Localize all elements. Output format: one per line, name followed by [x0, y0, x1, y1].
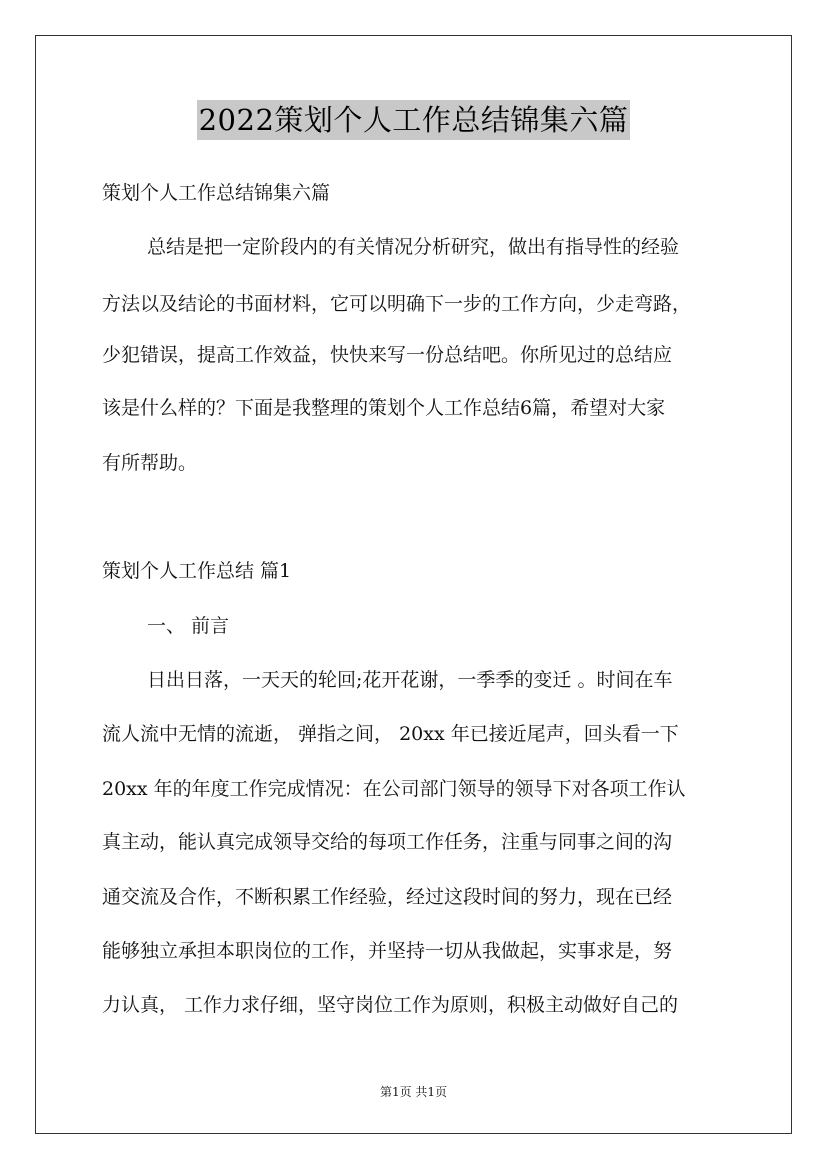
intro-line-3: 少犯错误，提高工作效益，快快来写一份总结吧。你所见过的总结应 — [102, 344, 673, 366]
body-line-2: 流人流中无情的流逝， 弹指之间， 20xx 年已接近尾声，回头看一下 — [102, 723, 679, 745]
body-line-7: 力认真， 工作力求仔细，坚守岗位工作为原则，积极主动做好自己的 — [102, 994, 679, 1016]
document-title: 2022策划个人工作总结锦集六篇 — [197, 100, 631, 140]
body-line-4: 真主动，能认真完成领导交给的每项工作任务，注重与同事之间的沟 — [102, 831, 673, 853]
body-line-1: 日出日落，一天天的轮回;花开花谢，一季季的变迁 。时间在车 — [147, 669, 673, 691]
section-subheading: 一、 前言 — [147, 615, 230, 637]
body-line-6: 能够独立承担本职岗位的工作，并坚持一切从我做起，实事求是，努 — [102, 940, 673, 962]
body-line-3: 20xx 年的年度工作完成情况：在公司部门领导的领导下对各项工作认 — [102, 778, 686, 800]
intro-line-2: 方法以及结论的书面材料，它可以明确下一步的工作方向，少走弯路， — [102, 293, 692, 315]
body-line-5: 通交流及合作，不断积累工作经验，经过这段时间的努力，现在已经 — [102, 886, 673, 908]
document-subtitle: 策划个人工作总结锦集六篇 — [102, 182, 331, 204]
intro-line-4: 该是什么样的？下面是我整理的策划个人工作总结6篇，希望对大家 — [102, 397, 666, 419]
section-heading: 策划个人工作总结 篇1 — [102, 560, 292, 582]
page-number-footer: 第1页 共1页 — [379, 1085, 448, 1099]
intro-line-5: 有所帮助。 — [102, 452, 198, 474]
intro-line-1: 总结是把一定阶段内的有关情况分析研究，做出有指导性的经验 — [147, 236, 680, 258]
title-block — [0, 100, 827, 140]
